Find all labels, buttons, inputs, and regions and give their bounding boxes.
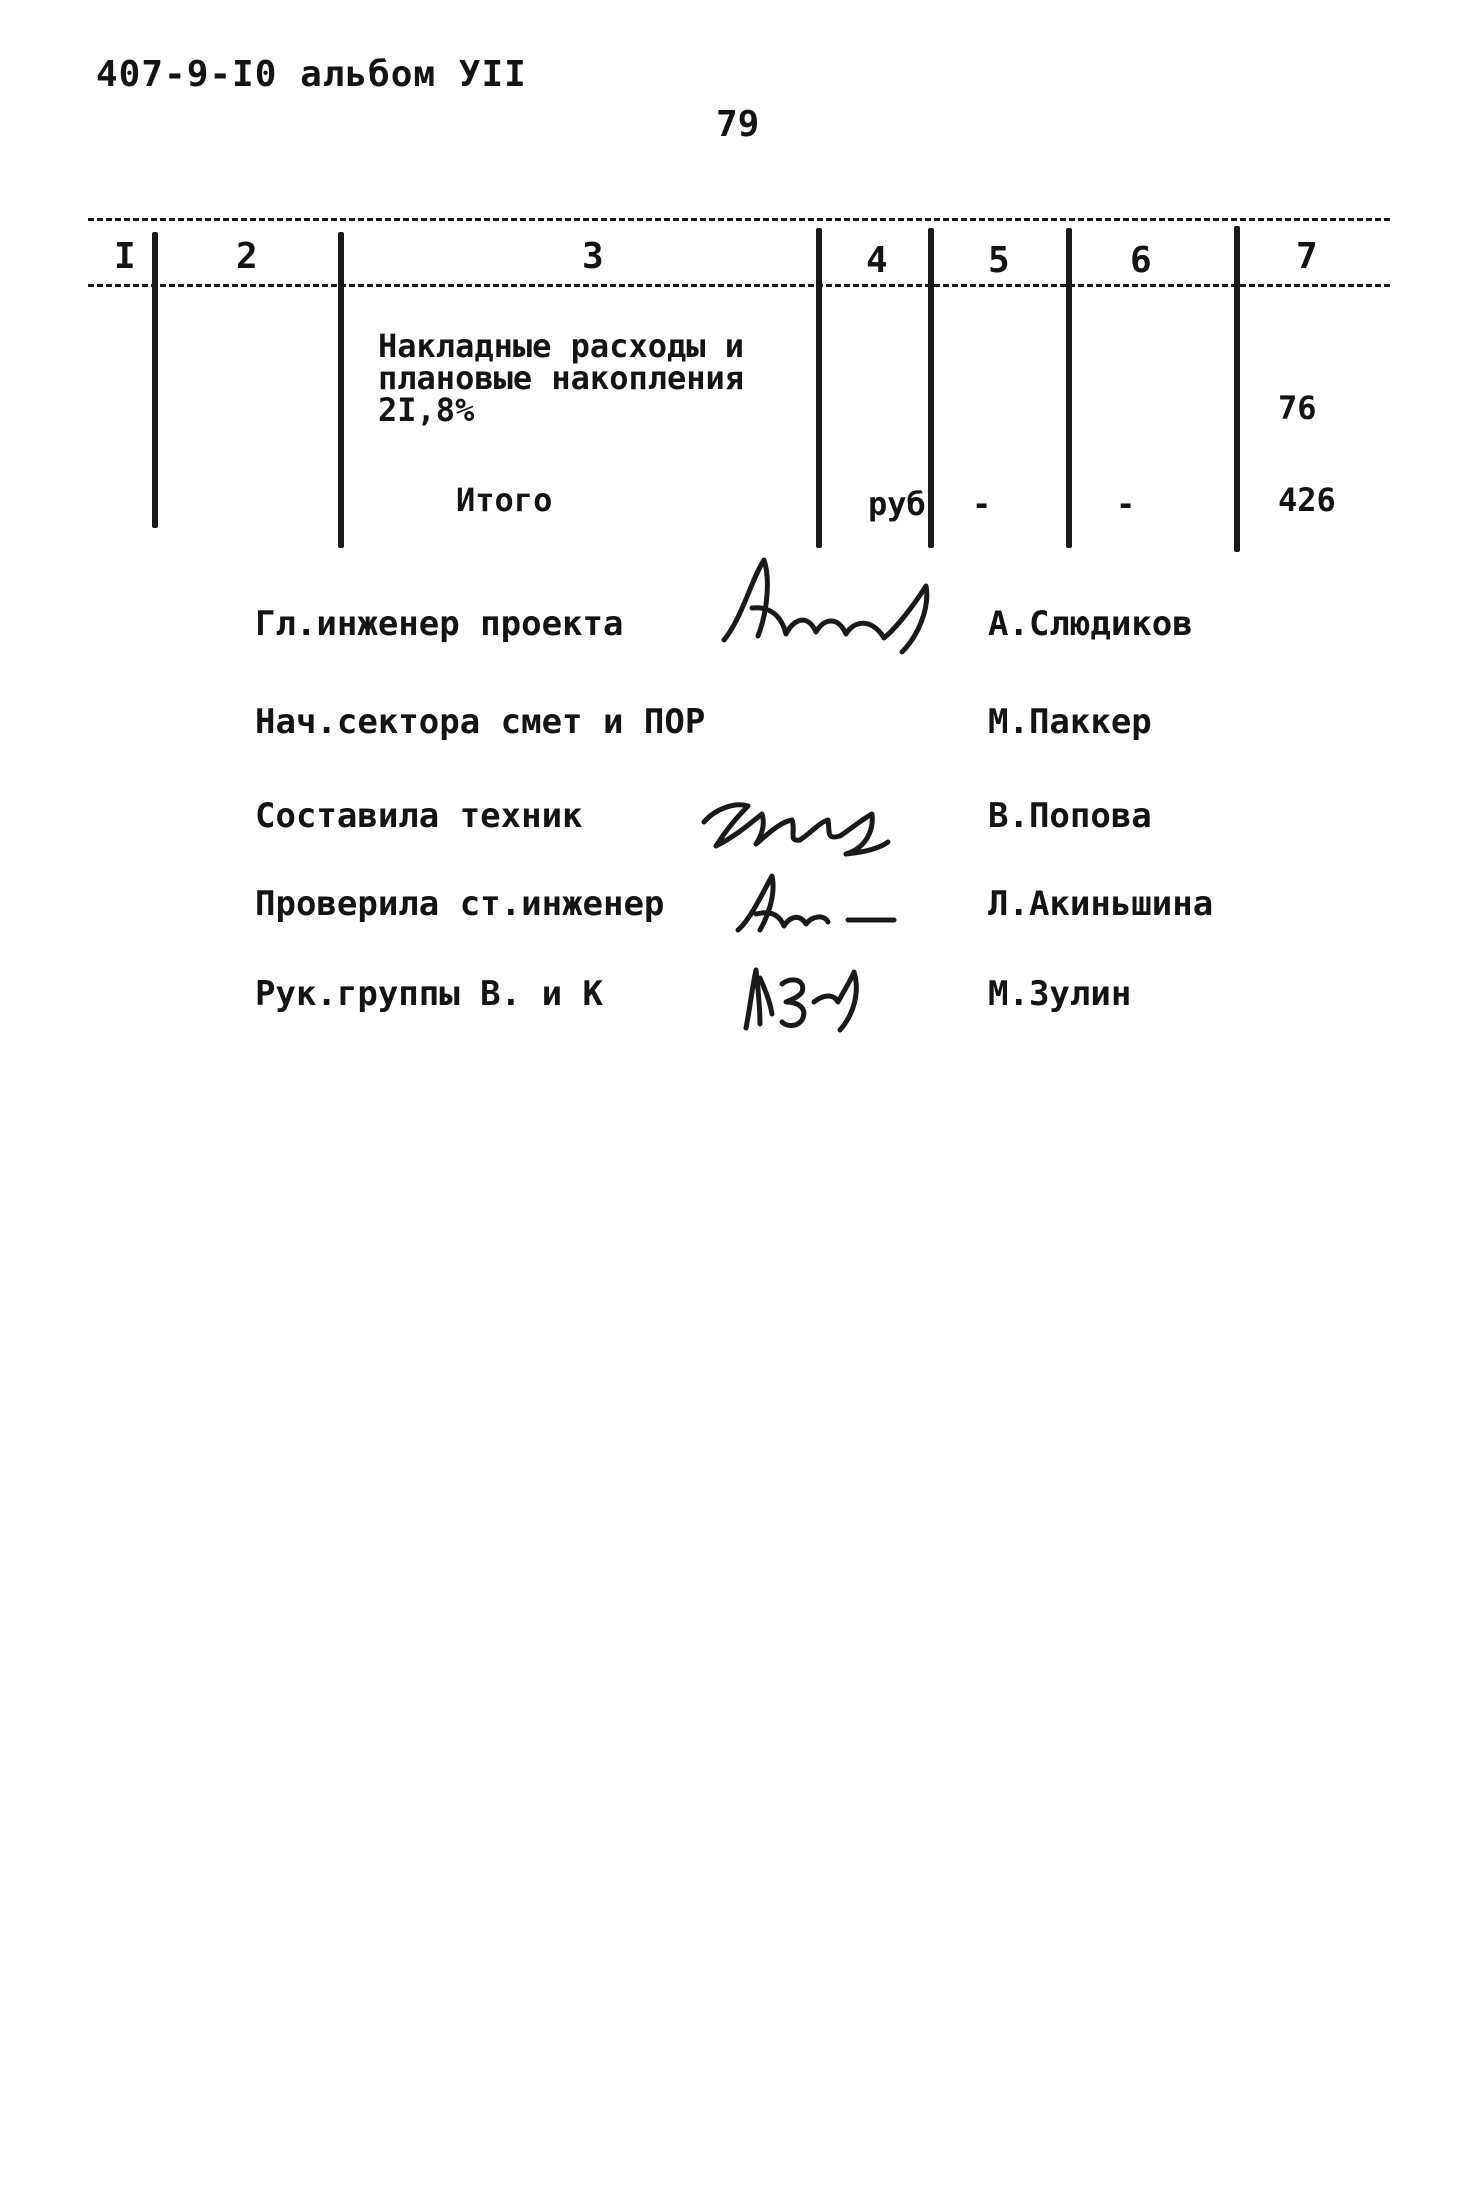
- column-divider: [1234, 226, 1240, 552]
- table-row-total-description: Итого: [456, 481, 553, 519]
- table-row-total-col6: -: [1116, 485, 1136, 523]
- signature-name: М.Паккер: [988, 702, 1152, 742]
- signature-role: Проверила ст.инженер: [255, 884, 665, 924]
- table-top-rule: [88, 218, 1390, 221]
- table-row-total-amount: 426: [1278, 481, 1336, 519]
- table-row-overhead-description: Накладные расходы и плановые накопления 2I,8%: [378, 327, 745, 429]
- column-divider: [1066, 228, 1072, 548]
- signature-role: Гл.инженер проекта: [255, 604, 624, 644]
- page-number: 79: [716, 104, 760, 145]
- signature-role: Нач.сектора смет и ПОР: [255, 702, 706, 742]
- column-header-3: 3: [582, 236, 604, 277]
- table-row-total-unit: руб: [868, 485, 926, 523]
- column-divider: [152, 232, 158, 528]
- table-row-overhead-amount: 76: [1278, 389, 1317, 427]
- column-divider: [816, 228, 822, 548]
- table-row-total-col5: -: [972, 485, 992, 523]
- column-header-5: 5: [988, 240, 1010, 281]
- column-header-7: 7: [1296, 236, 1318, 277]
- column-divider: [338, 232, 344, 548]
- signature-name: Л.Акиньшина: [988, 884, 1214, 924]
- column-header-6: 6: [1130, 240, 1152, 281]
- column-header-1: I: [114, 236, 136, 277]
- handwritten-signature: [736, 958, 866, 1038]
- signature-name: А.Слюдиков: [988, 604, 1193, 644]
- table-header-rule: [88, 284, 1390, 287]
- signature-role: Рук.группы В. и К: [255, 974, 603, 1014]
- handwritten-signature: [728, 864, 908, 944]
- document-code: 407-9-I0 альбом УΙΙ: [96, 54, 527, 95]
- signature-name: М.Зулин: [988, 974, 1132, 1014]
- column-divider: [928, 228, 934, 548]
- signature-name: В.Попова: [988, 796, 1152, 836]
- handwritten-signature: [696, 782, 896, 862]
- signature-role: Составила техник: [255, 796, 583, 836]
- column-header-4: 4: [866, 240, 888, 281]
- column-header-2: 2: [236, 236, 258, 277]
- handwritten-signature: [712, 548, 952, 658]
